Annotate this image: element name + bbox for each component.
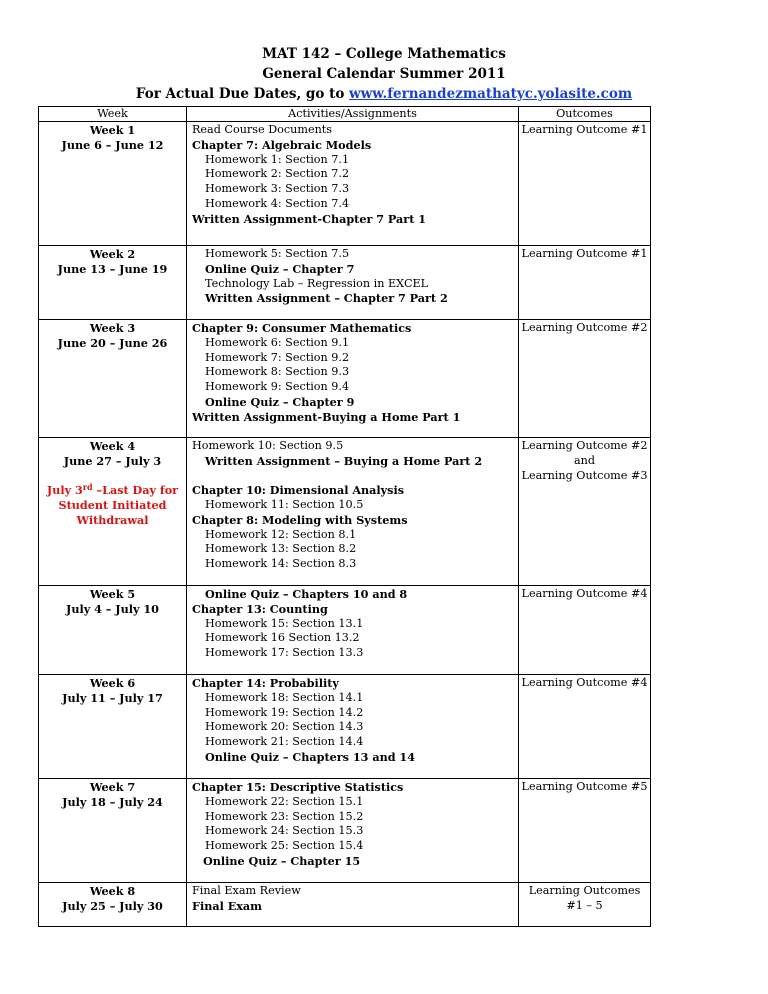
table-header-row — [39, 107, 651, 122]
written-assignment: Written Assignment-Chapter 7 Part 1 — [192, 211, 427, 226]
homework-item: Homework 17: Section 13.3 — [205, 646, 364, 659]
week-dates: June 20 – June 26 — [57, 335, 168, 350]
outcomes-cell — [519, 122, 651, 246]
homework-item: Homework 20: Section 14.3 — [205, 720, 364, 734]
online-quiz: Online Quiz – Chapters 13 and 14 — [205, 749, 416, 764]
activities-cell — [187, 246, 519, 320]
written-assignment: Written Assignment – Chapter 7 Part 2 — [205, 291, 448, 306]
learning-outcome: Learning Outcome #4 — [521, 676, 648, 689]
learning-outcome: Learning Outcome #4 — [521, 587, 648, 600]
homework-item: Homework 2: Section 7.2 — [205, 167, 350, 181]
withdrawal-deadline-line3: Withdrawal — [76, 513, 149, 528]
learning-outcome: Learning Outcome #5 — [521, 780, 648, 793]
homework-item: Homework 7: Section 9.2 — [205, 350, 350, 364]
homework-item: Homework 22: Section 15.1 — [205, 794, 364, 808]
table-row — [39, 438, 651, 586]
homework-item: Homework 4: Section 7.4 — [205, 196, 350, 210]
technology-lab: Technology Lab – Regression in EXCEL — [205, 276, 429, 290]
homework-item: Homework 15: Section 13.1 — [205, 616, 364, 630]
learning-outcome: Learning Outcome #1 — [521, 247, 648, 260]
homework-item: Homework 23: Section 15.2 — [205, 809, 364, 823]
learning-outcome: Learning Outcomes — [528, 884, 641, 897]
homework-item: Homework 19: Section 14.2 — [205, 705, 364, 719]
week-column-header: Week — [39, 107, 187, 122]
homework-item: Homework 9: Section 9.4 — [205, 380, 350, 393]
week-label: Week 6 — [89, 676, 136, 690]
week-label: Week 2 — [89, 247, 136, 261]
outcomes-column-header: Outcomes — [519, 107, 651, 122]
withdrawal-deadline-line2: Student Initiated — [58, 498, 167, 513]
activities-cell — [187, 883, 519, 927]
activities-cell — [187, 675, 519, 779]
week-cell — [39, 320, 187, 438]
week-label: Week 8 — [89, 884, 136, 898]
chapter-heading: Chapter 7: Algebraic Models — [192, 137, 372, 152]
week-dates: June 27 – July 3 — [63, 453, 162, 468]
course-title: MAT 142 – College Mathematics — [262, 46, 506, 62]
week-dates: July 18 – July 24 — [62, 794, 163, 809]
homework-item: Homework 12: Section 8.1 — [205, 527, 357, 541]
activities-cell — [187, 320, 519, 438]
week-dates: June 13 – June 19 — [57, 261, 168, 276]
calendar-table — [38, 106, 651, 927]
activities-cell — [187, 586, 519, 675]
week-cell — [39, 122, 187, 246]
homework-item: Homework 14: Section 8.3 — [205, 557, 357, 570]
homework-item: Homework 11: Section 10.5 — [205, 498, 364, 511]
table-row — [39, 122, 651, 246]
week-cell — [39, 779, 187, 883]
table-row — [39, 246, 651, 320]
learning-outcome: Learning Outcome #3 — [521, 468, 648, 482]
deadline-date-suffix: rd — [82, 482, 93, 493]
outcomes-cell — [519, 675, 651, 779]
chapter-heading: Chapter 13: Counting — [192, 601, 328, 616]
chapter-heading: Chapter 10: Dimensional Analysis — [192, 483, 405, 498]
document-header — [0, 44, 768, 104]
written-assignment: Written Assignment – Buying a Home Part 2 — [205, 453, 483, 468]
outcomes-cell — [519, 586, 651, 675]
homework-item: Homework 13: Section 8.2 — [205, 542, 357, 556]
activities-cell — [187, 438, 519, 586]
online-quiz: Online Quiz – Chapter 9 — [205, 394, 355, 409]
activity-item: Final Exam Review — [192, 884, 301, 897]
week-label: Week 3 — [89, 321, 136, 335]
table-row — [39, 586, 651, 675]
calendar-title: General Calendar Summer 2011 — [262, 66, 506, 82]
activities-column-header: Activities/Assignments — [187, 107, 519, 122]
final-exam: Final Exam — [192, 898, 263, 913]
due-dates-line — [0, 84, 768, 104]
homework-item: Homework 1: Section 7.1 — [205, 152, 350, 166]
outcomes-cell — [519, 779, 651, 883]
chapter-heading: Chapter 14: Probability — [192, 676, 339, 690]
withdrawal-deadline-note — [39, 483, 186, 498]
week-dates: June 6 – June 12 — [61, 137, 164, 152]
week-dates: July 11 – July 17 — [62, 690, 163, 705]
learning-outcome-range: #1 – 5 — [566, 898, 603, 912]
deadline-date: July 3 — [46, 483, 83, 498]
outcomes-cell — [519, 320, 651, 438]
homework-item: Homework 21: Section 14.4 — [205, 735, 364, 748]
week-label: Week 1 — [89, 123, 136, 137]
table-row — [39, 675, 651, 779]
week-label: Week 4 — [89, 439, 136, 453]
written-assignment: Written Assignment-Buying a Home Part 1 — [192, 409, 461, 424]
online-quiz: Online Quiz – Chapter 7 — [205, 261, 355, 276]
chapter-heading: Chapter 8: Modeling with Systems — [192, 512, 408, 527]
table-row — [39, 779, 651, 883]
week-dates: July 4 – July 10 — [66, 601, 159, 616]
homework-item: Homework 8: Section 9.3 — [205, 365, 350, 379]
course-website-link[interactable]: www.fernandezmathatyc.yolasite.com — [349, 86, 633, 102]
activities-cell — [187, 779, 519, 883]
due-dates-text: For Actual Due Dates, go to — [135, 86, 350, 102]
week-label: Week 5 — [89, 587, 136, 601]
homework-item: Homework 18: Section 14.1 — [205, 690, 364, 704]
outcomes-cell — [519, 883, 651, 927]
deadline-text: –Last Day for — [92, 483, 179, 498]
week-dates: July 25 – July 30 — [62, 898, 163, 913]
homework-item: Homework 3: Section 7.3 — [205, 182, 350, 195]
activity-item: Read Course Documents — [192, 123, 333, 136]
homework-item: Homework 16 Section 13.2 — [205, 631, 360, 645]
week-cell — [39, 883, 187, 927]
homework-item: Homework 10: Section 9.5 — [192, 439, 344, 452]
week-cell — [39, 675, 187, 779]
homework-item: Homework 25: Section 15.4 — [205, 839, 364, 852]
outcomes-cell — [519, 438, 651, 586]
learning-outcome: Learning Outcome #2 — [521, 439, 648, 452]
outcome-conjunction: and — [573, 453, 596, 467]
learning-outcome: Learning Outcome #2 — [521, 321, 648, 334]
activities-cell — [187, 122, 519, 246]
table-row — [39, 320, 651, 438]
table-row — [39, 883, 651, 927]
outcomes-cell — [519, 246, 651, 320]
week-label: Week 7 — [89, 780, 136, 794]
online-quiz: Online Quiz – Chapter 15 — [203, 853, 361, 868]
homework-item: Homework 5: Section 7.5 — [205, 247, 350, 260]
learning-outcome: Learning Outcome #1 — [521, 123, 648, 136]
week-cell — [39, 586, 187, 675]
chapter-heading: Chapter 15: Descriptive Statistics — [192, 780, 404, 794]
chapter-heading: Chapter 9: Consumer Mathematics — [192, 321, 412, 335]
week-cell — [39, 246, 187, 320]
homework-item: Homework 6: Section 9.1 — [205, 335, 350, 349]
online-quiz: Online Quiz – Chapters 10 and 8 — [205, 587, 408, 601]
homework-item: Homework 24: Section 15.3 — [205, 824, 364, 838]
week-cell — [39, 438, 187, 586]
